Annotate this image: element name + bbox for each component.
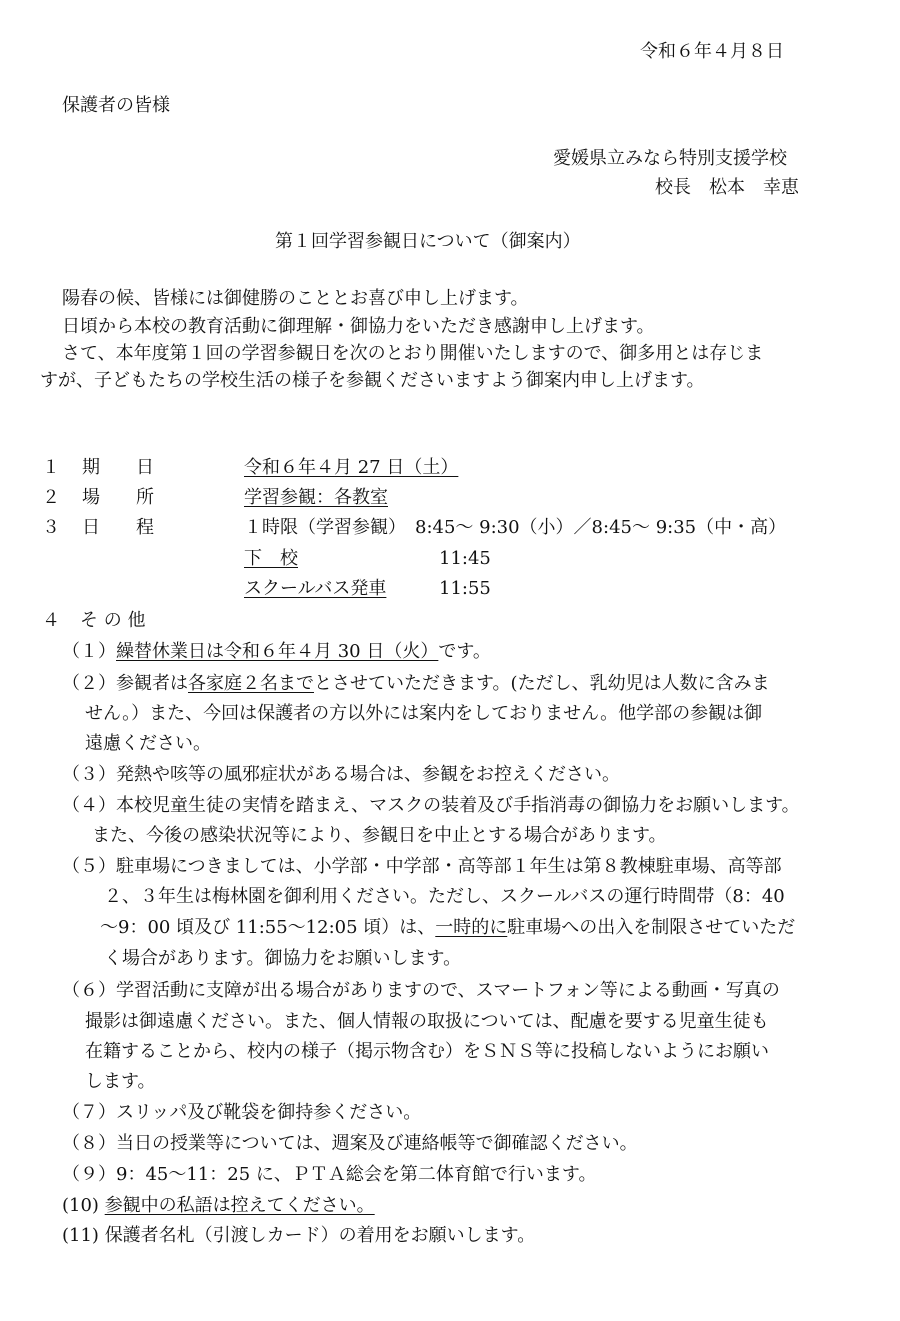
note-4-line-1 [62,797,800,815]
note-2-pre: 参観者は [116,673,188,694]
note-2-line-3: 遠慮ください。 [85,733,211,754]
item-4-number: ４ [42,610,60,631]
schedule-period-1: １時限（学習参観） 8:45～ 9:30（小）／8:45～ 9:35（中・高） [244,517,787,538]
principal-name: 校長 松本 幸恵 [655,177,799,198]
note-5-line-2: ２、３年生は梅林園を御利用ください。ただし、スクールバスの運行時間帯（8：40 [104,886,785,907]
note-1-rest: です。 [438,641,491,662]
note-7 [62,1104,421,1122]
note-10-text: 参観中の私語は控えてください。 [104,1195,375,1216]
schedule-dismissal-time: 11:45 [439,548,491,569]
item-1-label: 期 日 [82,457,154,478]
note-6-mark: （６） [62,980,116,1001]
note-6-text: 学習活動に支障が出る場合がありますので、スマートフォン等による動画・写真の [116,980,780,1001]
school-name: 愛媛県立みなら特別支援学校 [553,148,787,169]
note-7-mark: （７） [62,1102,116,1123]
greeting-line-4: すが、子どもたちの学校生活の様子を参観くださいますよう御案内申し上げます。 [40,370,705,391]
item-2-label: 場 所 [82,487,154,508]
note-11 [62,1227,535,1245]
item-2-value: 学習参観：各教室 [244,487,388,508]
note-11-mark: (11) [62,1225,99,1246]
greeting-line-1: 陽春の候、皆様には御健勝のこととお喜び申し上げます。 [62,288,529,309]
note-4-mark: （４） [62,795,116,816]
note-5-line-3-post: 駐車場への出入を制限させていただ [507,917,796,938]
item-2-number: ２ [42,487,60,508]
item-3-label: 日 程 [82,517,154,538]
note-5-underlined: 一時的に [435,917,508,938]
note-1-underlined: 繰替休業日は令和６年４月 30 日（火） [116,641,439,662]
document-date: 令和６年４月８日 [640,41,784,62]
note-6-line-4: します。 [85,1071,156,1092]
greeting-line-2: 日頃から本校の教育活動に御理解・御協力をいただき感謝申し上げます。 [62,316,655,337]
note-2-post: とさせていただきます。(ただし、乳幼児は人数に含みま [314,673,770,694]
note-5-mark: （５） [62,856,116,877]
note-5-line-1 [62,858,782,876]
item-1-value: 令和６年４月 27 日（土） [244,457,459,478]
note-10-mark: (10) [62,1195,99,1216]
note-3-mark: （３） [62,764,116,785]
note-7-text: スリッパ及び靴袋を御持参ください。 [116,1102,422,1123]
note-3-text: 発熱や咳等の風邪症状がある場合は、参観をお控えください。 [116,764,620,785]
note-3 [62,766,620,784]
note-1 [62,643,491,661]
schedule-bus-time: 11:55 [439,578,491,599]
note-11-text: 保護者名札（引渡しカード）の着用をお願いします。 [104,1225,536,1246]
schedule-dismissal-label: 下 校 [244,548,298,569]
item-3-number: ３ [42,517,60,538]
note-6-line-3: 在籍することから、校内の様子（掲示物含む）をＳＮＳ等に投稿しないようにお願い [85,1041,769,1062]
note-9-text: 9：45～11：25 に、ＰＴＡ総会を第二体育館で行います。 [116,1164,597,1185]
note-9-mark: （９） [62,1164,116,1185]
note-5-text: 駐車場につきましては、小学部・中学部・高等部１年生は第８教棟駐車場、高等部 [116,856,782,877]
item-4-label: そ の 他 [80,610,146,631]
note-4-line-2: また、今後の感染状況等により、参観日を中止とする場合があります。 [92,825,667,846]
note-6-line-1 [62,982,780,1000]
note-5-line-4: く場合があります。御協力をお願いします。 [104,948,462,969]
note-2-line-2: せん。）また、今回は保護者の方以外には案内をしておりません。他学部の参観は御 [85,703,763,724]
note-6-line-2: 撮影は御遠慮ください。また、個人情報の取扱については、配慮を要する児童生徒も [85,1011,769,1032]
note-5-line-3-pre: ～9：00 頃及び 11:55～12:05 頃）は、 [100,917,436,938]
note-10 [62,1197,375,1215]
note-2-underlined: 各家庭２名まで [188,673,314,694]
addressee: 保護者の皆様 [62,95,170,116]
schedule-bus [244,580,490,598]
note-2-line-1 [62,675,770,693]
note-2-mark: （２） [62,673,116,694]
item-1-number: １ [42,457,60,478]
schedule-dismissal [244,550,490,568]
note-8-mark: （８） [62,1133,116,1154]
note-8-text: 当日の授業等については、週案及び連絡帳等で御確認ください。 [116,1133,638,1154]
note-8 [62,1135,638,1153]
note-1-mark: （１） [62,641,116,662]
schedule-bus-label: スクールバス発車 [244,578,387,599]
note-9 [62,1166,596,1184]
note-5-line-3 [100,919,795,937]
document-title: 第１回学習参観日について（御案内） [275,231,581,252]
greeting-line-3: さて、本年度第１回の学習参観日を次のとおり開催いたしますので、御多用とは存じま [62,343,764,364]
note-4-text: 本校児童生徒の実情を踏まえ、マスクの装着及び手指消毒の御協力をお願いします。 [116,795,800,816]
